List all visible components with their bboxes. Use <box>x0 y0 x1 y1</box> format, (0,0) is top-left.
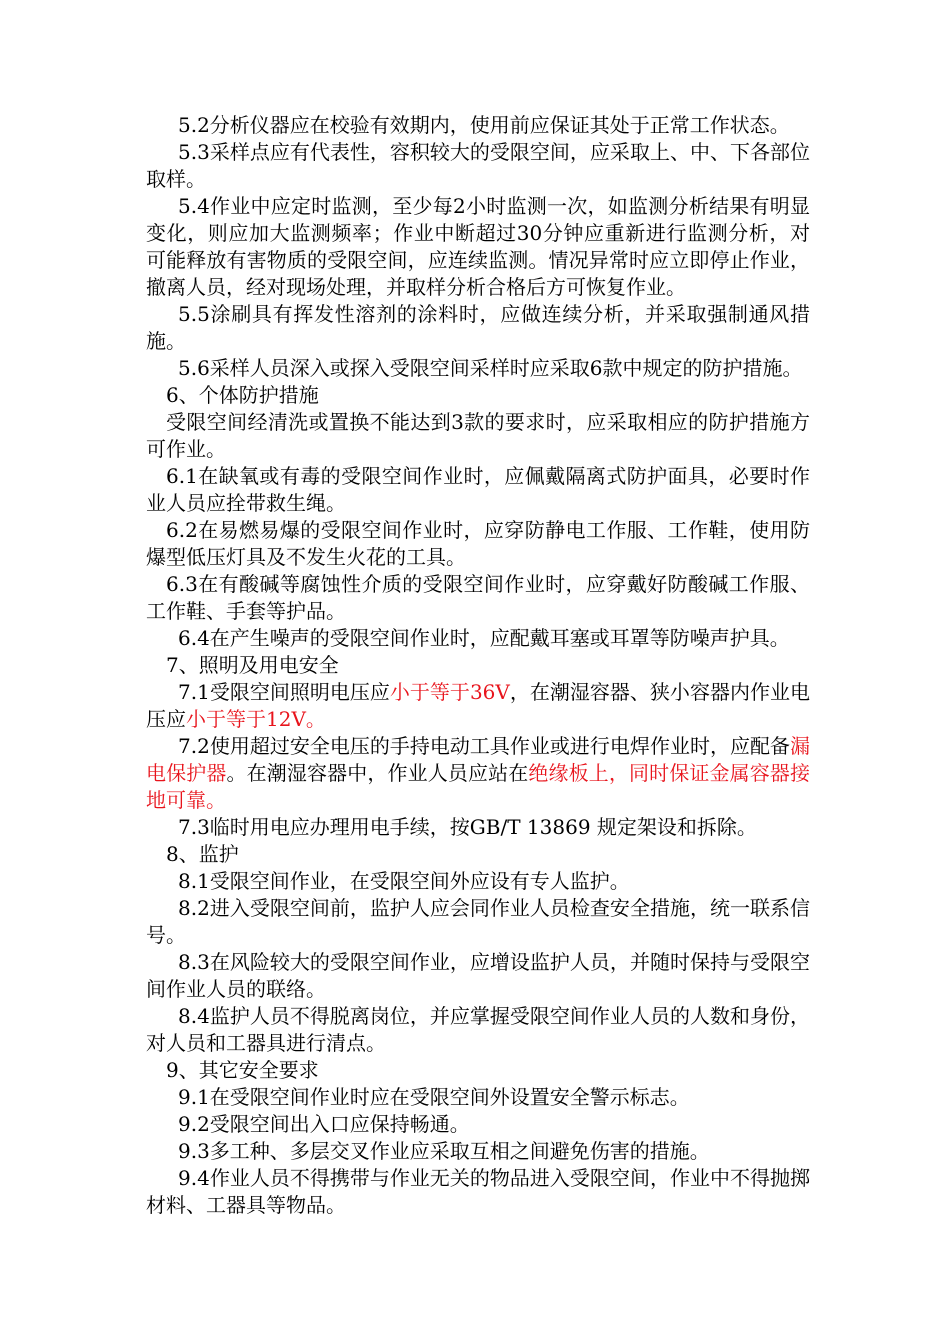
paragraph-6-2 <box>146 517 810 571</box>
paragraph-5-5 <box>146 301 810 355</box>
paragraph-6-4 <box>146 625 810 652</box>
paragraph-text: 9.3多工种、多层交叉作业应采取互相之间避免伤害的措施。 <box>178 1139 710 1163</box>
highlighted-text: 漏电保护器 <box>146 734 810 785</box>
paragraph-9-2 <box>146 1111 810 1138</box>
paragraph-text: 。在潮湿容器中，作业人员应站在 <box>226 761 529 785</box>
section-heading-9 <box>146 1057 810 1084</box>
paragraph-text: 6.2在易燃易爆的受限空间作业时，应穿防静电工作服、工作鞋，使用防爆型低压灯具及不发生火花的工具。 <box>146 518 810 569</box>
paragraph-8-4 <box>146 1003 810 1057</box>
paragraph-9-4 <box>146 1165 810 1219</box>
heading-text: 7、照明及用电安全 <box>166 653 339 677</box>
paragraph-6-3 <box>146 571 810 625</box>
paragraph-text: 8.1受限空间作业，在受限空间外应设有专人监护。 <box>178 869 630 893</box>
paragraph-text: 8.4监护人员不得脱离岗位，并应掌握受限空间作业人员的人数和身份，对人员和工器具进行清点。 <box>146 1004 810 1055</box>
paragraph-text: 6.3在有酸碱等腐蚀性介质的受限空间作业时，应穿戴好防酸碱工作服、工作鞋、手套等护品。 <box>146 572 810 623</box>
paragraph-text: 8.3在风险较大的受限空间作业，应增设监护人员，并随时保持与受限空间作业人员的联络。 <box>146 950 810 1001</box>
paragraph-text: 5.5涂刷具有挥发性溶剂的涂料时，应做连续分析，并采取强制通风措施。 <box>146 302 810 353</box>
paragraph-8-1 <box>146 868 810 895</box>
paragraph-text: 9.1在受限空间作业时应在受限空间外设置安全警示标志。 <box>178 1085 690 1109</box>
section-heading-6 <box>146 382 810 409</box>
paragraph-9-3 <box>146 1138 810 1165</box>
paragraph-5-4 <box>146 193 810 301</box>
paragraph-text: 5.3采样点应有代表性，容积较大的受限空间，应采取上、中、下各部位取样。 <box>146 140 810 191</box>
paragraph-text: 6.4在产生噪声的受限空间作业时，应配戴耳塞或耳罩等防噪声护具。 <box>178 626 790 650</box>
paragraph-text: 6.1在缺氧或有毒的受限空间作业时，应佩戴隔离式防护面具，必要时作业人员应拴带救生绳。 <box>146 464 810 515</box>
document-body <box>146 112 810 1219</box>
paragraph-text: 5.4作业中应定时监测，至少每2小时监测一次，如监测分析结果有明显变化，则应加大监测频率；作业中断超过30分钟应重新进行监测分析，对可能释放有害物质的受限空间，应连续监测。情况异常时应立即停止作业，撤离人员，经对现场处理，并取样分析合格后方可恢复作业。 <box>146 194 810 299</box>
paragraph-6-intro <box>146 409 810 463</box>
paragraph-5-2 <box>146 112 810 139</box>
paragraph-text: 7.1受限空间照明电压应 <box>178 680 390 704</box>
heading-text: 6、个体防护措施 <box>166 383 319 407</box>
paragraph-text: 7.2使用超过安全电压的手持电动工具作业或进行电焊作业时，应配备 <box>178 734 790 758</box>
paragraph-5-3 <box>146 139 810 193</box>
paragraph-text: ，在潮湿容器、狭小容器内作业电压应 <box>146 680 810 731</box>
section-heading-7 <box>146 652 810 679</box>
heading-text: 8、监护 <box>166 842 239 866</box>
paragraph-text: 7.3临时用电应办理用电手续，按GB/T 13869 规定架设和拆除。 <box>178 815 757 839</box>
paragraph-text: 8.2进入受限空间前，监护人应会同作业人员检查安全措施，统一联系信号。 <box>146 896 810 947</box>
paragraph-8-3 <box>146 949 810 1003</box>
paragraph-text: 9.4作业人员不得携带与作业无关的物品进入受限空间，作业中不得抛掷材料、工器具等物品。 <box>146 1166 810 1217</box>
paragraph-9-1 <box>146 1084 810 1111</box>
paragraph-7-1 <box>146 679 810 733</box>
paragraph-text: 9.2受限空间出入口应保持畅通。 <box>178 1112 470 1136</box>
paragraph-text: 受限空间经清洗或置换不能达到3款的要求时，应采取相应的防护措施方可作业。 <box>146 410 810 461</box>
heading-text: 9、其它安全要求 <box>166 1058 319 1082</box>
highlighted-text: 小于等于36V <box>389 680 510 704</box>
paragraph-text: 5.6采样人员深入或探入受限空间采样时应采取6款中规定的防护措施。 <box>178 356 803 380</box>
paragraph-6-1 <box>146 463 810 517</box>
paragraph-7-2 <box>146 733 810 814</box>
highlighted-text: 小于等于12V。 <box>186 707 326 731</box>
paragraph-7-3 <box>146 814 810 841</box>
paragraph-text: 5.2分析仪器应在校验有效期内，使用前应保证其处于正常工作状态。 <box>178 113 790 137</box>
paragraph-8-2 <box>146 895 810 949</box>
highlighted-text: 绝缘板上，同时保证金属容器接地可靠。 <box>146 761 810 812</box>
paragraph-5-6 <box>146 355 810 382</box>
section-heading-8 <box>146 841 810 868</box>
